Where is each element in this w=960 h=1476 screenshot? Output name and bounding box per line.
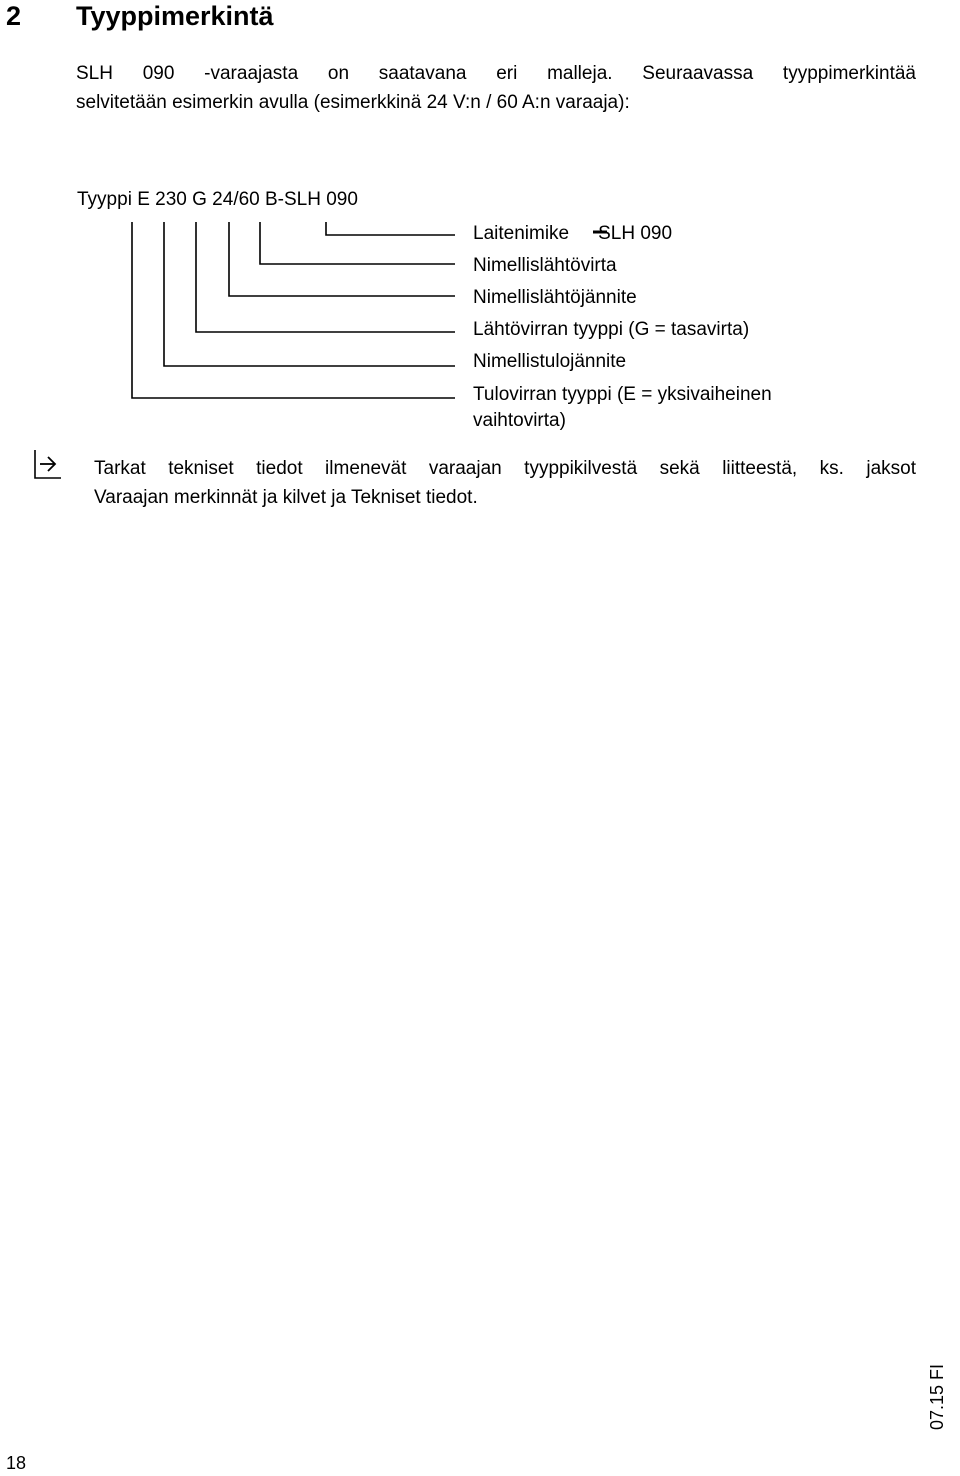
legend-item-output-current-type: Lähtövirran tyyppi (G = tasavirta)	[473, 319, 750, 340]
connector-line-3	[229, 222, 455, 296]
connector-line-6	[132, 222, 455, 398]
intro-line-1: SLH 090 -varaajasta on saatavana eri malleja. Seuraavassa tyyppimerkintää	[76, 63, 916, 84]
section-number: 2	[6, 1, 22, 31]
connector-line-4	[196, 222, 455, 332]
connector-line-5	[164, 222, 455, 366]
legend-label-device: Laitenimike	[473, 223, 570, 244]
connector-line-2	[260, 222, 455, 264]
legend-item-rated-output-current: Nimellislähtövirta	[473, 255, 617, 276]
legend-label-model: SLH 090	[598, 223, 673, 244]
page-number: 18	[6, 1453, 27, 1473]
legend-item-rated-input-voltage: Nimellistulojännite	[473, 351, 627, 372]
legend-item-device-name	[473, 221, 672, 247]
connector-line-1	[326, 222, 455, 235]
intro-line-2: selvitetään esimerkin avulla (esimerkkinä 24 V:n / 60 A:n varaaja):	[76, 92, 630, 113]
note-line-1: Tarkat tekniset tiedot ilmenevät varaajan tyyppikilvestä sekä liitteestä, ks. jaksot	[94, 458, 916, 479]
legend-item-input-current-type: Tulovirran tyyppi (E = yksivaiheinen	[473, 384, 772, 405]
note-paragraph	[94, 454, 916, 512]
document-code: 07.15 FI	[927, 1363, 947, 1430]
section-title: Tyyppimerkintä	[76, 1, 274, 31]
type-code: Tyyppi E 230 G 24/60 B-SLH 090	[77, 189, 358, 210]
legend-item-rated-output-voltage: Nimellislähtöjännite	[473, 287, 637, 308]
legend-item-input-current-type-cont: vaihtovirta)	[473, 410, 566, 431]
note-line-2: Varaajan merkinnät ja kilvet ja Tekniset tiedot.	[94, 487, 478, 508]
arrow-right-boxed-icon	[34, 449, 62, 479]
